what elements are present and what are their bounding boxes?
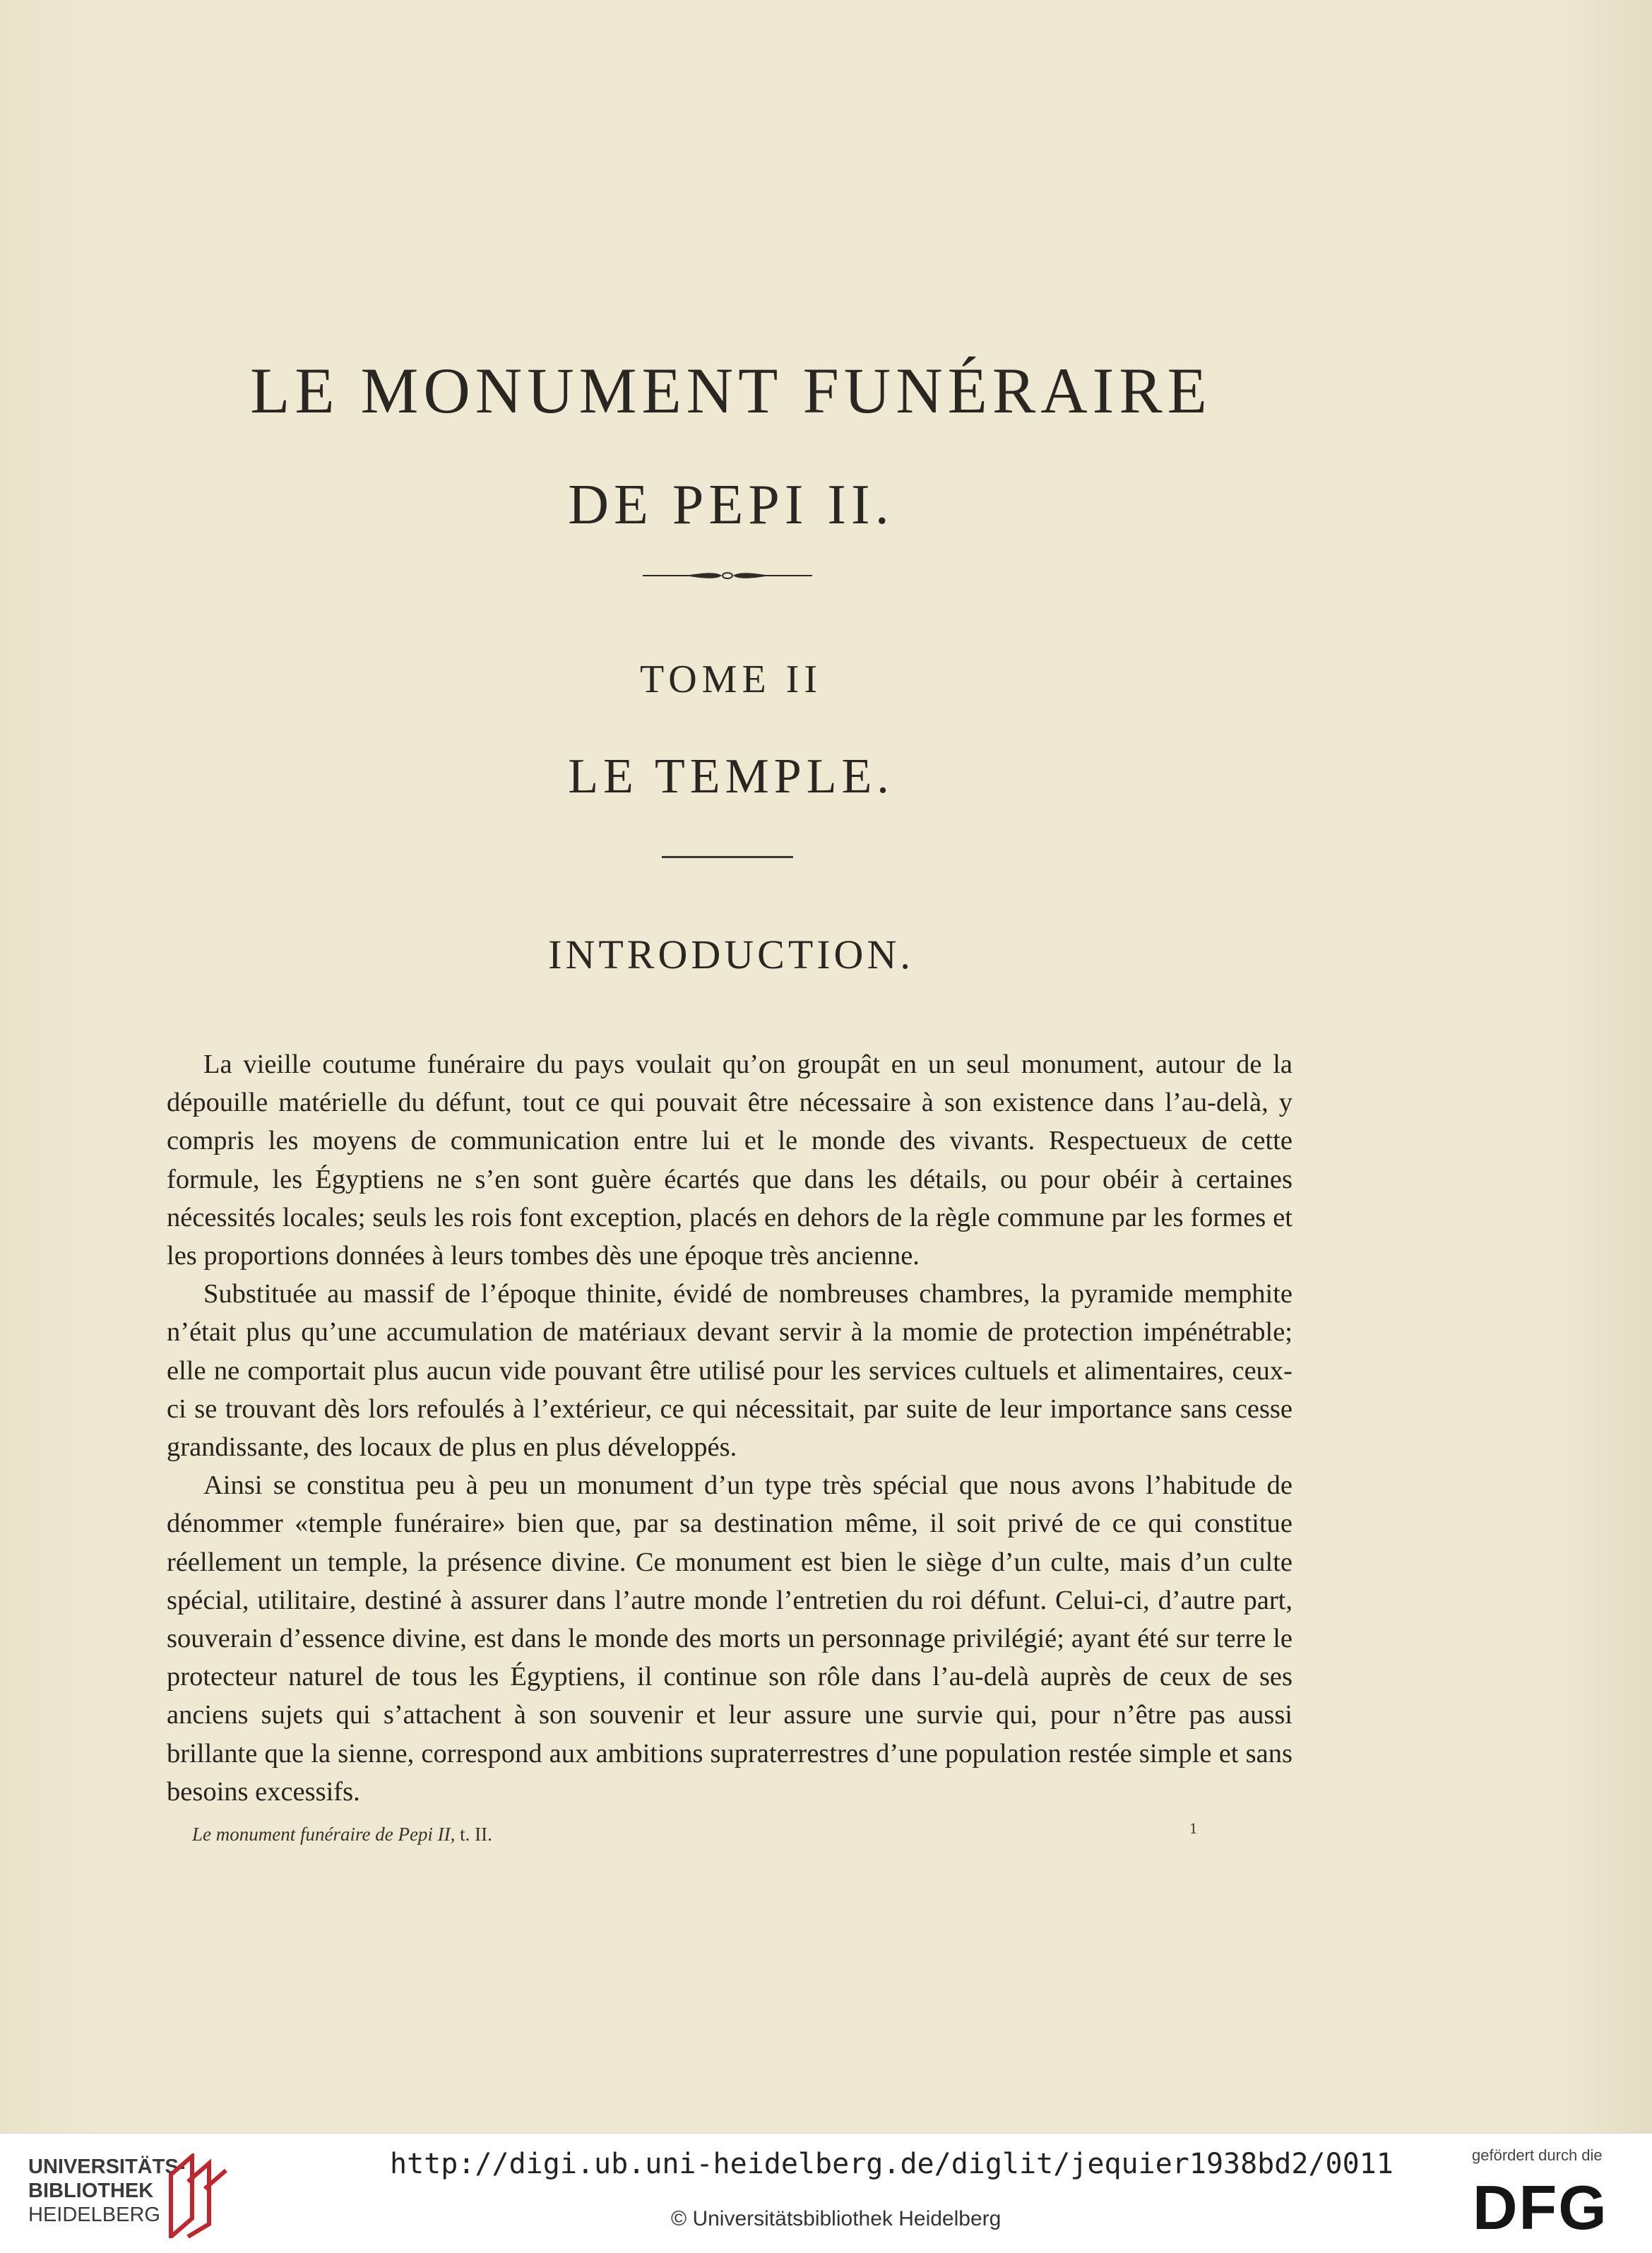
logo-line-3: HEIDELBERG (28, 2204, 160, 2226)
dfg-logo[interactable]: DFG (1473, 2172, 1608, 2242)
volume-subtitle: LE TEMPLE. (568, 749, 894, 804)
volume-heading: TOME II (640, 658, 822, 701)
section-divider (662, 856, 793, 858)
funding-label: gefördert durch die (1472, 2146, 1603, 2164)
viewer-footer-bar (0, 2133, 1652, 2253)
library-logo-icon[interactable] (164, 2153, 229, 2238)
paragraph-1: La vieille coutume funéraire du pays voulait qu’on groupât en un seul monument, autour de la dépouille matérielle du défunt, tout ce qui pouvait être nécessaire à son existence dans l’au-delà, y compris les moyens de communication entre lui et le monde des vivants. Respectueux de cette formule, les Égyptiens ne s’en sont guère écartés que dans les détails, ou pour obéir à certaines nécessités locales; seuls les rois font exception, placés en dehors de la règle commune par les formes et les proportions données à leurs tombes dès une époque très ancienne. (167, 1050, 1293, 1271)
footer-title: Le monument funéraire de Pepi II, (192, 1824, 456, 1845)
copyright-notice: © Universitätsbibliothek Heidelberg (671, 2207, 1002, 2230)
footer-volume: t. II. (460, 1824, 492, 1845)
title-ornament (643, 571, 812, 581)
library-logo-text[interactable] (28, 2155, 185, 2227)
paragraph-2: Substituée au massif de l’époque thinite, évidé de nombreuses chambres, la pyramide memphite n’était plus qu’une accumulation de matériaux devant servir à la momie de protection impénétrable; elle ne comportait plus aucun vide pouvant être utilisé pour les services cultuels et alimentaires, ceux-ci se trouvant dès lors refoulés à l’extérieur, ce qui nécessitait, par suite de leur importance sans cesse grandissante, des locaux de plus en plus développés. (167, 1279, 1293, 1463)
logo-line-2: BIBLIOTHEK (28, 2180, 154, 2202)
page-footer (192, 1824, 492, 1845)
section-heading: INTRODUCTION. (548, 932, 914, 977)
page-number: 1 (1189, 1819, 1197, 1837)
permalink-url[interactable]: http://digi.ub.uni-heidelberg.de/diglit/jequier1938bd2/0011 (390, 2148, 1393, 2180)
paragraph-3: Ainsi se constitua peu à peu un monument d’un type très spécial que nous avons l’habitude de dénommer «temple funéraire» bien que, par sa destination même, il soit privé de ce qui constitue réellement un temple, la présence divine. Ce monument est bien le siège d’un culte, mais d’un culte spécial, utilitaire, destiné à assurer dans l’autre monde l’entretien du roi défunt. Celui-ci, d’autre part, souverain d’essence divine, est dans le monde des morts un personnage privilégié; ayant été sur terre le protecteur naturel de tous les Égyptiens, il continue son rôle dans l’au-delà auprès de ceux de ses anciens sujets qui s’attachent à son souvenir et leur assure une survie qui, pour n’être pas aussi brillante que la sienne, correspond aux ambitions supraterrestres d’une population restée simple et sans besoins excessifs. (167, 1470, 1293, 1807)
logo-line-1: UNIVERSITÄTS- (28, 2156, 186, 2178)
title-line-2: DE PEPI II. (568, 474, 894, 536)
body-text (167, 1045, 1293, 1811)
title-line-1: LE MONUMENT FUNÉRAIRE (250, 355, 1212, 427)
